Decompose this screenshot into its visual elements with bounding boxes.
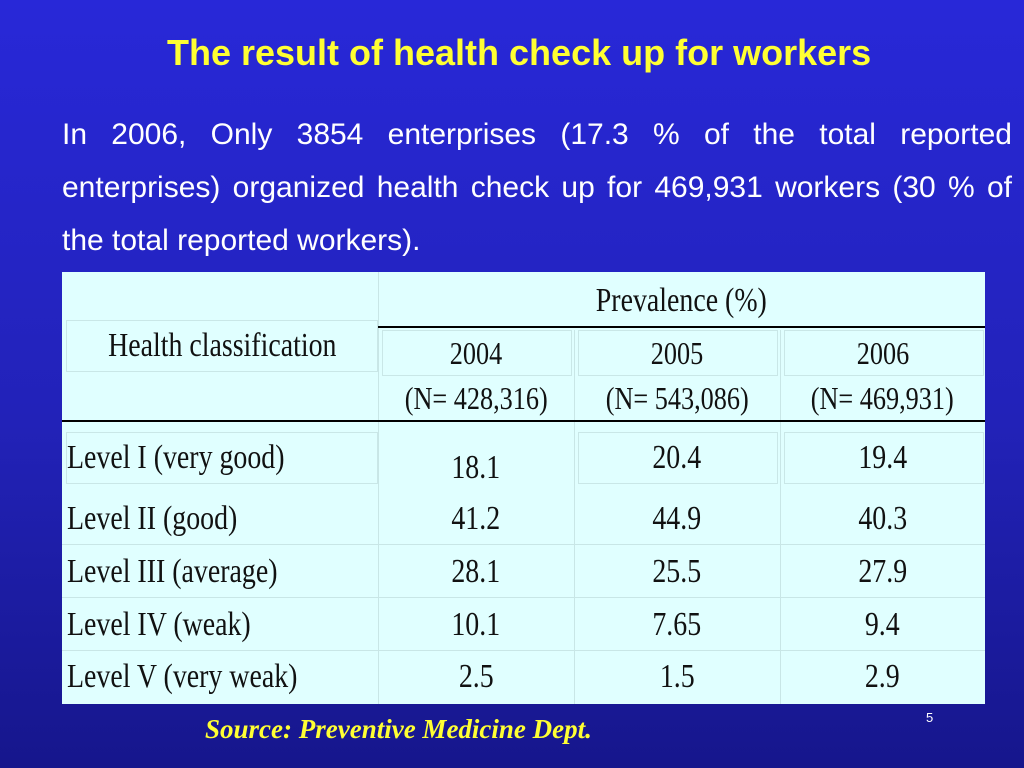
- table-cell: 9.4: [865, 605, 900, 643]
- row-label: Level V (very weak): [67, 658, 298, 695]
- table-cell: 10.1: [451, 605, 501, 643]
- table-cell: 44.9: [652, 500, 702, 537]
- source-note: Source: Preventive Medicine Dept.: [205, 714, 592, 744]
- table-cell: 2.5: [458, 658, 494, 695]
- table-cell: 20.4: [652, 439, 702, 476]
- row-label: Level III (average): [67, 552, 278, 590]
- table-cell: 19.4: [858, 439, 907, 476]
- corner-label: Health classification: [107, 327, 337, 364]
- column-header-year: 2005: [650, 334, 704, 371]
- table-cell: 1.5: [659, 658, 695, 695]
- row-label: Level I (very good): [67, 439, 285, 476]
- table-cell: 28.1: [451, 552, 501, 590]
- column-header-year: 2004: [449, 334, 503, 371]
- table-cell: 18.1: [451, 449, 501, 486]
- slide-title: The result of health check up for workers: [167, 32, 872, 73]
- column-header-n: (N= 428,316): [404, 379, 548, 416]
- row-label: Level II (good): [67, 500, 238, 537]
- table-cell: 2.9: [865, 658, 900, 695]
- body-paragraph: In 2006, Only 3854 enterprises (17.3 % of the total reported enterprises) organized health check up for 469,931 workers (30 % of the total reported workers).: [62, 118, 1012, 257]
- table-cell: 40.3: [858, 500, 907, 537]
- health-classification-table: [62, 272, 985, 704]
- column-header-n: (N= 543,086): [605, 379, 749, 416]
- group-header-prevalence: Prevalence (%): [595, 282, 768, 319]
- row-label: Level IV (weak): [67, 605, 251, 643]
- column-header-year: 2006: [856, 334, 909, 371]
- table-cell: 27.9: [858, 552, 907, 590]
- slide-number: 5: [926, 710, 934, 725]
- column-header-n: (N= 469,931): [810, 379, 955, 416]
- table-cell: 25.5: [652, 552, 702, 590]
- table-cell: 41.2: [451, 500, 501, 537]
- table-cell: 7.65: [652, 605, 702, 643]
